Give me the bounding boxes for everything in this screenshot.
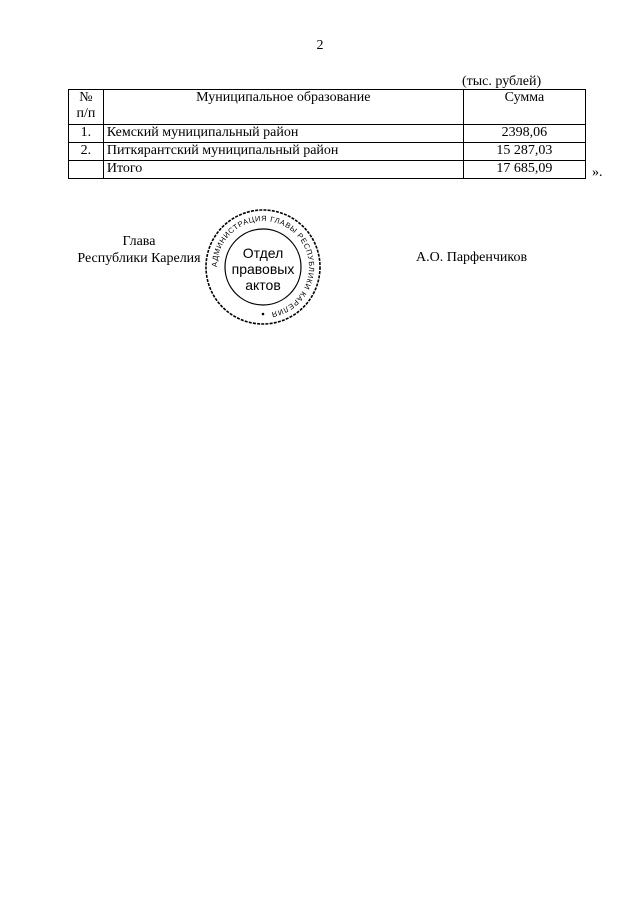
signatory-name: А.О. Парфенчиков xyxy=(416,250,528,265)
official-stamp xyxy=(204,208,322,326)
table-header-row xyxy=(69,90,586,125)
table-row-total xyxy=(69,161,586,179)
row-name: Питкярантский муниципальный район xyxy=(103,143,463,161)
table-row xyxy=(69,125,586,143)
header-num: № п/п xyxy=(69,90,104,125)
row-sum: 17 685,09 xyxy=(463,161,585,179)
table-row xyxy=(69,143,586,161)
row-name: Итого xyxy=(103,161,463,179)
row-name: Кемский муниципальный район xyxy=(103,125,463,143)
row-sum: 2398,06 xyxy=(463,125,585,143)
row-num: 2. xyxy=(69,143,104,161)
header-name: Муниципальное образование xyxy=(103,90,463,125)
row-sum: 15 287,03 xyxy=(463,143,585,161)
row-num: 1. xyxy=(69,125,104,143)
stamp-dot xyxy=(262,313,265,316)
distribution-table xyxy=(68,89,586,179)
stamp-center-line1: Отдел xyxy=(242,245,284,261)
stamp-center-line3: актов xyxy=(245,277,281,293)
signatory-title-line1: Глава xyxy=(122,234,156,249)
closing-quote: ». xyxy=(592,165,603,180)
signatory-title-line2: Республики Карелия xyxy=(77,251,201,266)
units-label: (тыс. рублей) xyxy=(462,74,542,89)
signatory-title xyxy=(76,233,202,267)
header-sum: Сумма xyxy=(463,90,585,125)
stamp-ring-text: АДМИНИСТРАЦИЯ ГЛАВЫ РЕСПУБЛИКИ КАРЕЛИЯ xyxy=(209,213,317,320)
stamp-center-line2: правовых xyxy=(231,261,295,277)
row-num xyxy=(69,161,104,179)
page-number: 2 xyxy=(316,38,324,53)
